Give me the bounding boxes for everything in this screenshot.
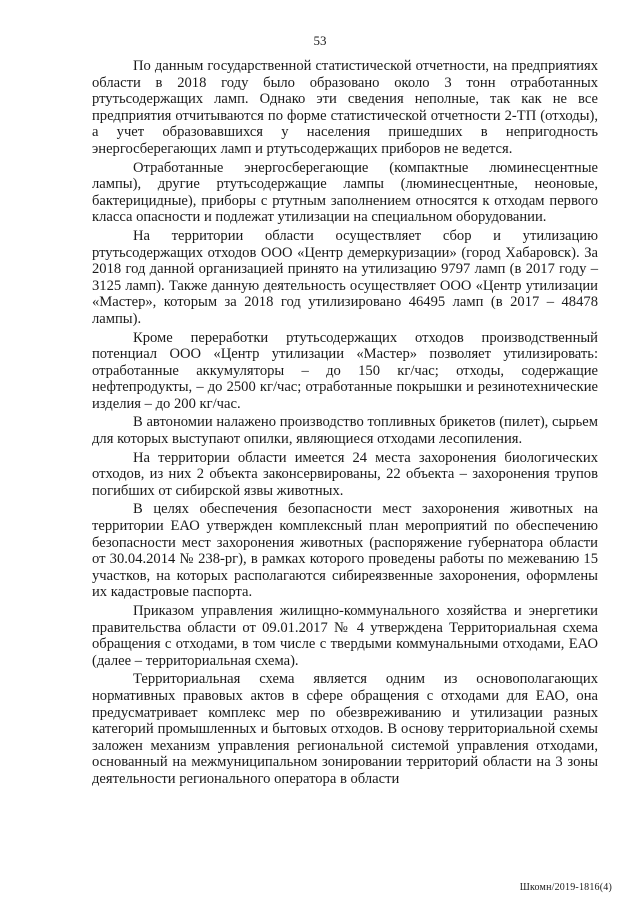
document-code: Шкомн/2019-1816(4): [519, 882, 612, 893]
page-number: 53: [313, 33, 327, 48]
paragraph: На территории области осуществляет сбор и утилизацию ртутьсодержащих отходов ООО «Центр демеркуризации» (город Хабаровск). За 2018 год данной организацией принято на утилизацию 9797 ламп (в 2017 году – 3125 ламп). Также данную деятельность осуществляет ООО «Центр утилизации «Мастер», которым за 2018 год утилизировано 46495 ламп (в 2017 – 48478 лампы).: [92, 227, 598, 327]
paragraph: В автономии налажено производство топливных брикетов (пилет), сырьем для которых выступают опилки, являющиеся отходами лесопиления.: [92, 414, 598, 448]
document-body: [92, 58, 598, 790]
paragraph: На территории области имеется 24 места захоронения биологических отходов, из них 2 объекта законсервированы, 22 объекта – захоронения трупов погибших от сибирской язвы животных.: [92, 449, 598, 499]
paragraph: Кроме переработки ртутьсодержащих отходов производственный потенциал ООО «Центр утилизации «Мастер» позволяет утилизировать: отработанные аккумуляторы – до 150 кг/час; отходы, содержащие нефтепродукты, – до 2500 кг/час; отработанные покрышки и резинотехнические изделия – до 200 кг/час.: [92, 329, 598, 412]
paragraph: Отработанные энергосберегающие (компактные люминесцентные лампы), другие ртутьсодержащие лампы (люминесцентные, неоновые, бактерицидные), приборы с ртутным заполнением относятся к отходам первого класса опасности и подлежат утилизации на специальном оборудовании.: [92, 159, 598, 226]
paragraph: В целях обеспечения безопасности мест захоронения животных на территории ЕАО утвержден комплексный план мероприятий по обеспечению безопасности мест захоронения животных (распоряжение губернатора области от 30.04.2014 № 238-рг), в рамках которого проведены работы по межеванию 15 участков, на которых располагаются сибиреязвенные захоронения, оформлены их кадастровые паспорта.: [92, 501, 598, 601]
paragraph: По данным государственной статистической отчетности, на предприятиях области в 2018 году было образовано около 3 тонн отработанных ртутьсодержащих ламп. Однако эти сведения неполные, так как не все предприятия отчитываются по форме статистической отчетности 2-ТП (отходы), а учет образовавшихся у населения пришедших в непригодность энергосберегающих ламп и ртутьсодержащих приборов не ведется.: [92, 58, 598, 157]
paragraph: Приказом управления жилищно-коммунального хозяйства и энергетики правительства области от 09.01.2017 № 4 утверждена Территориальная схема обращения с отходами, в том числе с твердыми коммунальными отходами, ЕАО (далее – территориальная схема).: [92, 603, 598, 669]
paragraph: Территориальная схема является одним из основополагающих нормативных правовых актов в сфере обращения с отходами для ЕАО, она предусматривает комплекс мер по обезвреживанию и утилизации разных категорий промышленных и бытовых отходов. В основу территориальной схемы заложен механизм управления региональной системой управления отходами, основанный на межмуниципальном зонировании территорий области на 3 зоны деятельности регионального оператора в области: [92, 671, 598, 787]
